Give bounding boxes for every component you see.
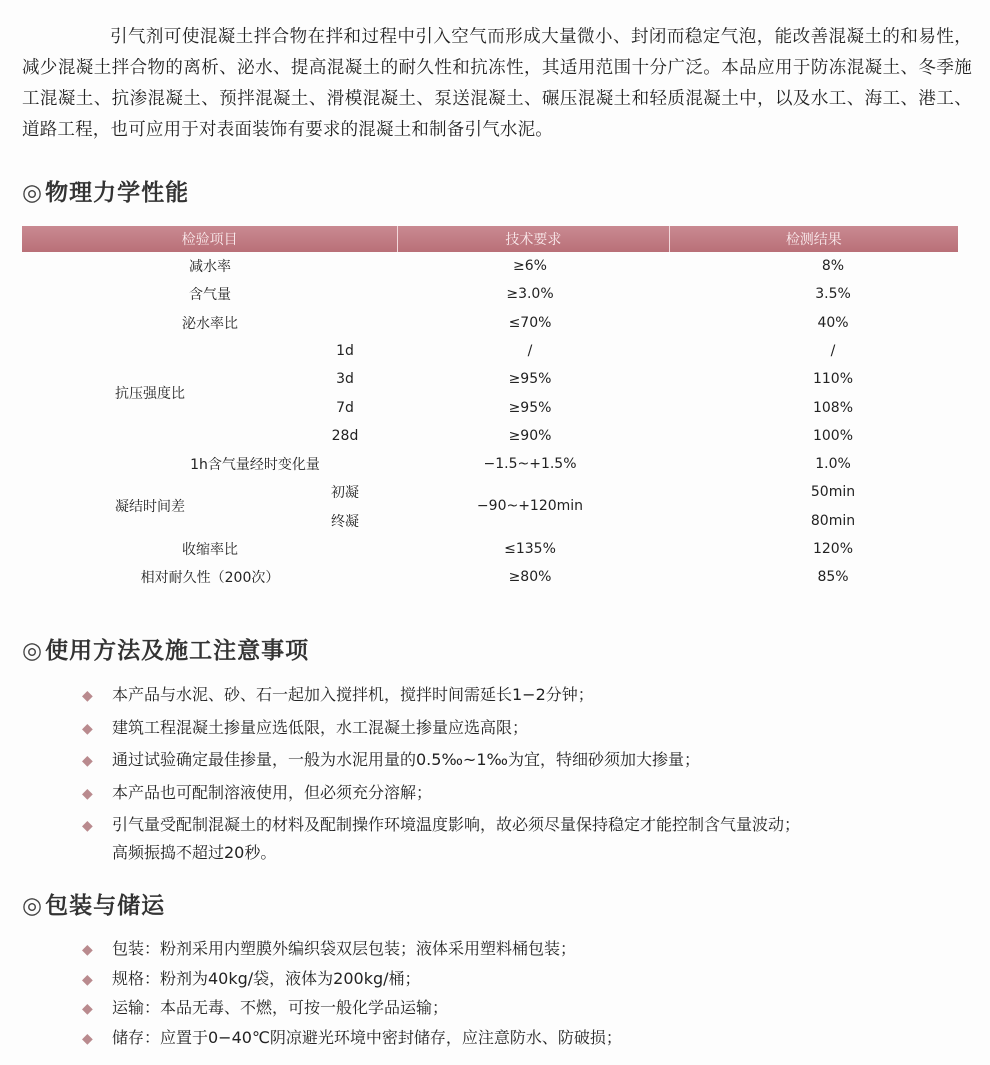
diamond-icon: ◆ (82, 971, 93, 988)
usage-continuation: 高频振捣不超过20秒。 (112, 843, 277, 862)
row-requirement: / (527, 342, 533, 359)
row-result: 120% (812, 541, 854, 557)
row-item: 相对耐久性（200次） (140, 570, 280, 587)
row-item: 1h含气量经时变化量 (190, 457, 320, 474)
list-item: ◆ 通过试验确定最佳掺量，一般为水泥用量的0.5‰~1‰为宜，特细砂须加大掺量； (82, 750, 700, 769)
table-header (22, 226, 958, 252)
list-item: ◆ 本产品也可配制溶液使用，但必须充分溶解； (82, 782, 433, 802)
row-requirement: ≥95% (508, 371, 552, 388)
row-age: 7d (336, 399, 354, 416)
row-requirement: −90~+120min (476, 498, 584, 515)
header-item: 检验项目 (22, 226, 398, 252)
diamond-icon: ◆ (82, 818, 93, 834)
list-item: ◆ 储存：应置于0−40℃阴凉避光环境中密封储存，应注意防水、防破损； (82, 1027, 622, 1047)
row-result: 1.0% (815, 456, 851, 473)
row-result: 110% (812, 371, 854, 388)
diamond-icon: ◆ (82, 688, 93, 704)
row-stage: 初凝 (331, 485, 359, 502)
diamond-icon: ◆ (82, 1030, 93, 1047)
row-requirement: ≥6% (513, 258, 547, 274)
row-result: 50min (810, 484, 856, 501)
section-heading-usage: ◎使用方法及施工注意事项 (22, 638, 310, 664)
row-requirement: ≥3.0% (506, 286, 554, 303)
row-requirement: ≥90% (508, 427, 552, 444)
row-requirement: −1.5~+1.5% (483, 456, 577, 473)
row-result: 108% (812, 399, 854, 416)
row-age: 28d (331, 427, 359, 444)
diamond-icon: ◆ (82, 942, 93, 958)
row-age: 3d (336, 371, 354, 388)
row-requirement: ≥95% (508, 399, 552, 416)
row-requirement: ≤135% (504, 541, 556, 557)
row-item: 凝结时间差 (115, 499, 185, 516)
intro-paragraph: 引气剂可使混凝土拌合物在拌和过程中引入空气而形成大量微小、封闭而稳定气泡，能改善混凝土的和易性，减少混凝土拌合物的离析、泌水、提高混凝土的耐久性和抗冻性，其适用范围十分广泛。本品应用于防冻混凝土、冬季施工混凝土、抗渗混凝土、预拌混凝土、滑模混凝土、泵送混凝土、碾压混凝土和轻质混凝土中，以及水工、海工、港工、道路工程，也可应用于对表面装饰有要求的混凝土和制备引气水泥。 (22, 27, 972, 140)
list-item: ◆ 包装：粉剂采用内塑膜外编织袋双层包装；液体采用塑料桶包装； (82, 939, 577, 958)
row-item: 收缩率比 (182, 542, 238, 558)
row-item: 泌水率比 (182, 315, 238, 332)
diamond-icon: ◆ (82, 753, 93, 769)
diamond-icon: ◆ (82, 1001, 93, 1017)
row-result: / (830, 342, 836, 359)
row-age: 1d (336, 342, 354, 359)
row-item: 含气量 (189, 287, 231, 304)
row-item: 减水率 (189, 259, 231, 275)
diamond-icon: ◆ (82, 720, 93, 737)
row-stage: 终凝 (331, 513, 359, 530)
row-requirement: ≥80% (508, 569, 552, 586)
list-item: ◆ 运输：本品无毒、不燃，可按一般化学品运输； (82, 998, 449, 1017)
section-heading-properties: ◎物理力学性能 (22, 180, 190, 206)
row-result: 80min (810, 512, 856, 529)
row-requirement: ≤70% (508, 314, 552, 331)
row-result: 100% (812, 427, 854, 444)
section-heading-packaging: ◎包装与储运 (22, 893, 166, 919)
list-item: ◆ 本产品与水泥、砂、石一起加入搅拌机，搅拌时间需延长1−2分钟； (82, 685, 594, 704)
row-result: 85% (817, 569, 849, 586)
row-item: 抗压强度比 (115, 386, 185, 403)
list-item: ◆ 建筑工程混凝土掺量应选低限，水工混凝土掺量应选高限； (82, 717, 529, 737)
row-result: 3.5% (815, 286, 851, 303)
list-item: ◆ 规格：粉剂为40kg/袋，液体为200kg/桶； (82, 968, 421, 988)
header-result: 检测结果 (785, 232, 842, 248)
list-item: ◆ 引气量受配制混凝土的材料及配制操作环境温度影响，故必须尽量保持稳定才能控制含气量波动； (82, 815, 801, 834)
row-result: 8% (821, 258, 845, 274)
header-requirement: 技术要求 (398, 226, 669, 252)
row-result: 40% (817, 314, 849, 331)
diamond-icon: ◆ (82, 785, 93, 802)
